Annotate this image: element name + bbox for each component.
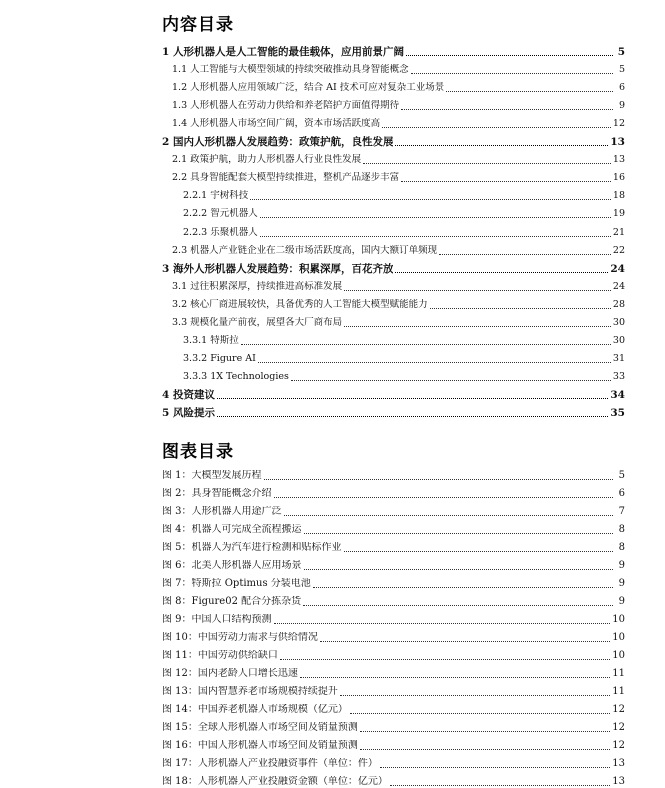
figure-list-heading: 图表目录 [162,442,234,462]
figure-entry[interactable] [162,590,625,608]
toc-entry[interactable] [162,401,625,419]
figure-entry-page-number: 9 [618,596,625,607]
toc-entry[interactable] [162,202,625,220]
figure-entry-label: 图 6：北美人形机器人应用场景 [162,560,302,571]
toc-entry[interactable] [162,130,625,148]
dot-leader [291,380,611,381]
toc-entry-page-number: 24 [610,262,625,275]
figure-entry-label: 图 4：机器人可完成全流程搬运 [162,524,302,535]
figure-entry-label: 图 15：全球人形机器人市场空间及销量预测 [162,722,358,733]
dot-leader [344,290,611,291]
figure-entry[interactable] [162,572,625,590]
toc-entry-page-number: 31 [612,352,625,364]
toc-entry[interactable] [162,166,625,184]
dot-leader [274,497,613,498]
figure-entry[interactable] [162,698,625,716]
toc-entry[interactable] [162,311,625,329]
dot-leader [406,55,613,56]
dot-leader [304,533,613,534]
dot-leader [264,479,613,480]
toc-entry-label: 1.1 人工智能与大模型领域的持续突破推动具身智能概念 [172,64,409,76]
toc-entry-label: 5 风险提示 [162,406,215,419]
figure-entry-page-number: 12 [612,704,625,715]
dot-leader [284,515,613,516]
toc-entry-page-number: 13 [610,136,625,149]
toc-entry[interactable] [162,184,625,202]
toc-entry[interactable] [162,58,625,76]
figure-entry-page-number: 12 [612,740,625,751]
figure-entry-page-number: 9 [618,560,625,571]
toc-heading: 内容目录 [162,15,234,35]
toc-entry-label: 3.3.1 特斯拉 [183,334,239,346]
figure-entry[interactable] [162,662,625,680]
dot-leader [260,217,611,218]
toc-entry[interactable] [162,148,625,166]
toc-entry-page-number: 24 [612,280,625,292]
dot-leader [280,659,610,660]
figure-entry[interactable] [162,770,625,788]
dot-leader [401,109,613,110]
toc-entry-label: 3.3.2 Figure AI [183,352,256,364]
figure-entry-label: 图 13：国内智慧养老市场规模持续提升 [162,686,338,697]
dot-leader [411,73,613,74]
figure-entry-page-number: 10 [612,650,625,661]
dot-leader [395,145,608,146]
dot-leader [258,362,611,363]
toc-entry[interactable] [162,239,625,257]
toc-list [162,40,625,419]
toc-entry[interactable] [162,293,625,311]
toc-entry-label: 4 投资建议 [162,388,215,401]
toc-entry[interactable] [162,383,625,401]
toc-entry-page-number: 9 [618,100,625,112]
toc-entry-page-number: 21 [612,226,625,238]
toc-entry-label: 2.2.1 宇树科技 [183,190,249,202]
figure-entry-page-number: 11 [612,686,625,697]
figure-entry[interactable] [162,644,625,662]
figure-entry-page-number: 6 [618,488,625,499]
figure-entry-label: 图 9：中国人口结构预测 [162,614,272,625]
toc-entry-label: 3.1 过往积累深厚，持续推进高标准发展 [172,280,343,292]
toc-entry-page-number: 16 [612,172,625,184]
toc-entry-label: 1.4 人形机器人市场空间广阔，资本市场活跃度高 [172,118,381,130]
toc-entry-page-number: 28 [612,298,625,310]
toc-entry[interactable] [162,365,625,383]
figure-entry-page-number: 5 [618,470,625,481]
figure-entry-page-number: 13 [612,758,625,769]
toc-entry-page-number: 18 [612,190,625,202]
dot-leader [274,623,611,624]
dot-leader [250,199,611,200]
figure-entry-page-number: 11 [612,668,625,679]
dot-leader [303,605,613,606]
toc-entry-label: 3.3 规模化量产前夜，展望各大厂商布局 [172,316,343,328]
toc-entry-page-number: 13 [612,154,625,166]
toc-entry-label: 3 海外人形机器人发展趋势：积累深厚，百花齐放 [162,262,394,275]
figure-entry-label: 图 5：机器人为汽车进行检测和贴标作业 [162,542,342,553]
dot-leader [320,641,610,642]
toc-entry[interactable] [162,257,625,275]
toc-entry[interactable] [162,220,625,238]
figure-entry-label: 图 12：国内老龄人口增长迅速 [162,668,298,679]
toc-entry-page-number: 34 [610,388,625,401]
toc-entry-label: 2.2.3 乐聚机器人 [183,226,258,238]
figure-entry[interactable] [162,554,625,572]
figure-entry[interactable] [162,464,625,482]
dot-leader [217,398,608,399]
figure-entry[interactable] [162,518,625,536]
figure-entry-label: 图 11：中国劳动供给缺口 [162,650,278,661]
dot-leader [344,326,611,327]
figure-entry-label: 图 14：中国养老机器人市场规模（亿元） [162,704,348,715]
figure-entry-page-number: 7 [618,506,625,517]
figure-entry[interactable] [162,482,625,500]
figure-entry[interactable] [162,716,625,734]
figure-entry-label: 图 17：人形机器人产业投融资事件（单位：件） [162,758,378,769]
figure-entry-page-number: 8 [618,524,625,535]
figure-entry-label: 图 10：中国劳动力需求与供给情况 [162,632,318,643]
toc-entry-page-number: 5 [618,64,625,76]
toc-entry-page-number: 5 [617,46,625,59]
figure-entry[interactable] [162,608,625,626]
dot-leader [350,713,610,714]
dot-leader [401,181,611,182]
dot-leader [446,91,613,92]
dot-leader [304,569,613,570]
dot-leader [360,731,610,732]
toc-entry[interactable] [162,40,625,58]
toc-entry-label: 2.1 政策护航，助力人形机器人行业良性发展 [172,154,362,166]
toc-entry[interactable] [162,347,625,365]
toc-entry-label: 1.3 人形机器人在劳动力供给和养老陪护方面值得期待 [172,100,400,112]
dot-leader [439,254,611,255]
toc-entry[interactable] [162,275,625,293]
figure-entry[interactable] [162,536,625,554]
dot-leader [344,551,613,552]
dot-leader [241,344,611,345]
toc-entry-label: 2.3 机器人产业链企业在二级市场活跃度高，国内大额订单频现 [172,244,438,256]
figure-entry[interactable] [162,752,625,770]
toc-entry-page-number: 30 [612,334,625,346]
toc-entry-label: 2.2.2 智元机器人 [183,208,258,220]
figure-entry-page-number: 9 [618,578,625,589]
figure-entry-label: 图 18：人形机器人产业投融资金额（单位：亿元） [162,776,388,787]
toc-entry[interactable] [162,94,625,112]
dot-leader [382,127,611,128]
toc-entry-page-number: 30 [612,316,625,328]
toc-entry-page-number: 22 [612,244,625,256]
figure-entry-label: 图 1：大模型发展历程 [162,470,262,481]
dot-leader [260,236,611,237]
toc-entry-page-number: 33 [612,370,625,382]
toc-entry-page-number: 6 [618,82,625,94]
toc-entry[interactable] [162,112,625,130]
figure-entry[interactable] [162,626,625,644]
figure-entry[interactable] [162,734,625,752]
toc-entry-label: 3.3.3 1X Technologies [183,370,289,382]
figure-entry-page-number: 12 [612,722,625,733]
figure-entry-label: 图 8：Figure02 配合分拣杂货 [162,596,302,607]
toc-entry-label: 1 人形机器人是人工智能的最佳载体，应用前景广阔 [162,46,404,59]
dot-leader [430,308,611,309]
toc-entry[interactable] [162,76,625,94]
toc-entry-label: 2.2 具身智能配套大模型持续推进，整机产品逐步丰富 [172,172,400,184]
figure-entry-label: 图 3：人形机器人用途广泛 [162,506,282,517]
dot-leader [313,587,613,588]
dot-leader [363,163,611,164]
dot-leader [217,416,608,417]
dot-leader [380,767,610,768]
toc-entry[interactable] [162,329,625,347]
figure-entry-label: 图 2：具身智能概念介绍 [162,488,272,499]
dot-leader [390,785,610,786]
figure-entry[interactable] [162,500,625,518]
toc-entry-page-number: 12 [612,118,625,130]
toc-entry-page-number: 19 [612,208,625,220]
figure-entry-label: 图 16：中国人形机器人市场空间及销量预测 [162,740,358,751]
figure-entry-label: 图 7：特斯拉 Optimus 分装电池 [162,578,311,589]
figure-entry[interactable] [162,680,625,698]
toc-entry-label: 2 国内人形机器人发展趋势：政策护航，良性发展 [162,136,394,149]
dot-leader [395,272,608,273]
figure-list [162,464,625,788]
toc-entry-label: 1.2 人形机器人应用领域广泛，结合 AI 技术可应对复杂工业场景 [172,82,445,94]
figure-entry-page-number: 13 [612,776,625,787]
figure-entry-page-number: 8 [618,542,625,553]
dot-leader [340,695,610,696]
toc-entry-page-number: 35 [610,406,625,419]
dot-leader [360,749,610,750]
figure-entry-page-number: 10 [612,632,625,643]
figure-entry-page-number: 10 [612,614,625,625]
dot-leader [300,677,610,678]
toc-entry-label: 3.2 核心厂商进展较快，具备优秀的人工智能大模型赋能能力 [172,298,428,310]
